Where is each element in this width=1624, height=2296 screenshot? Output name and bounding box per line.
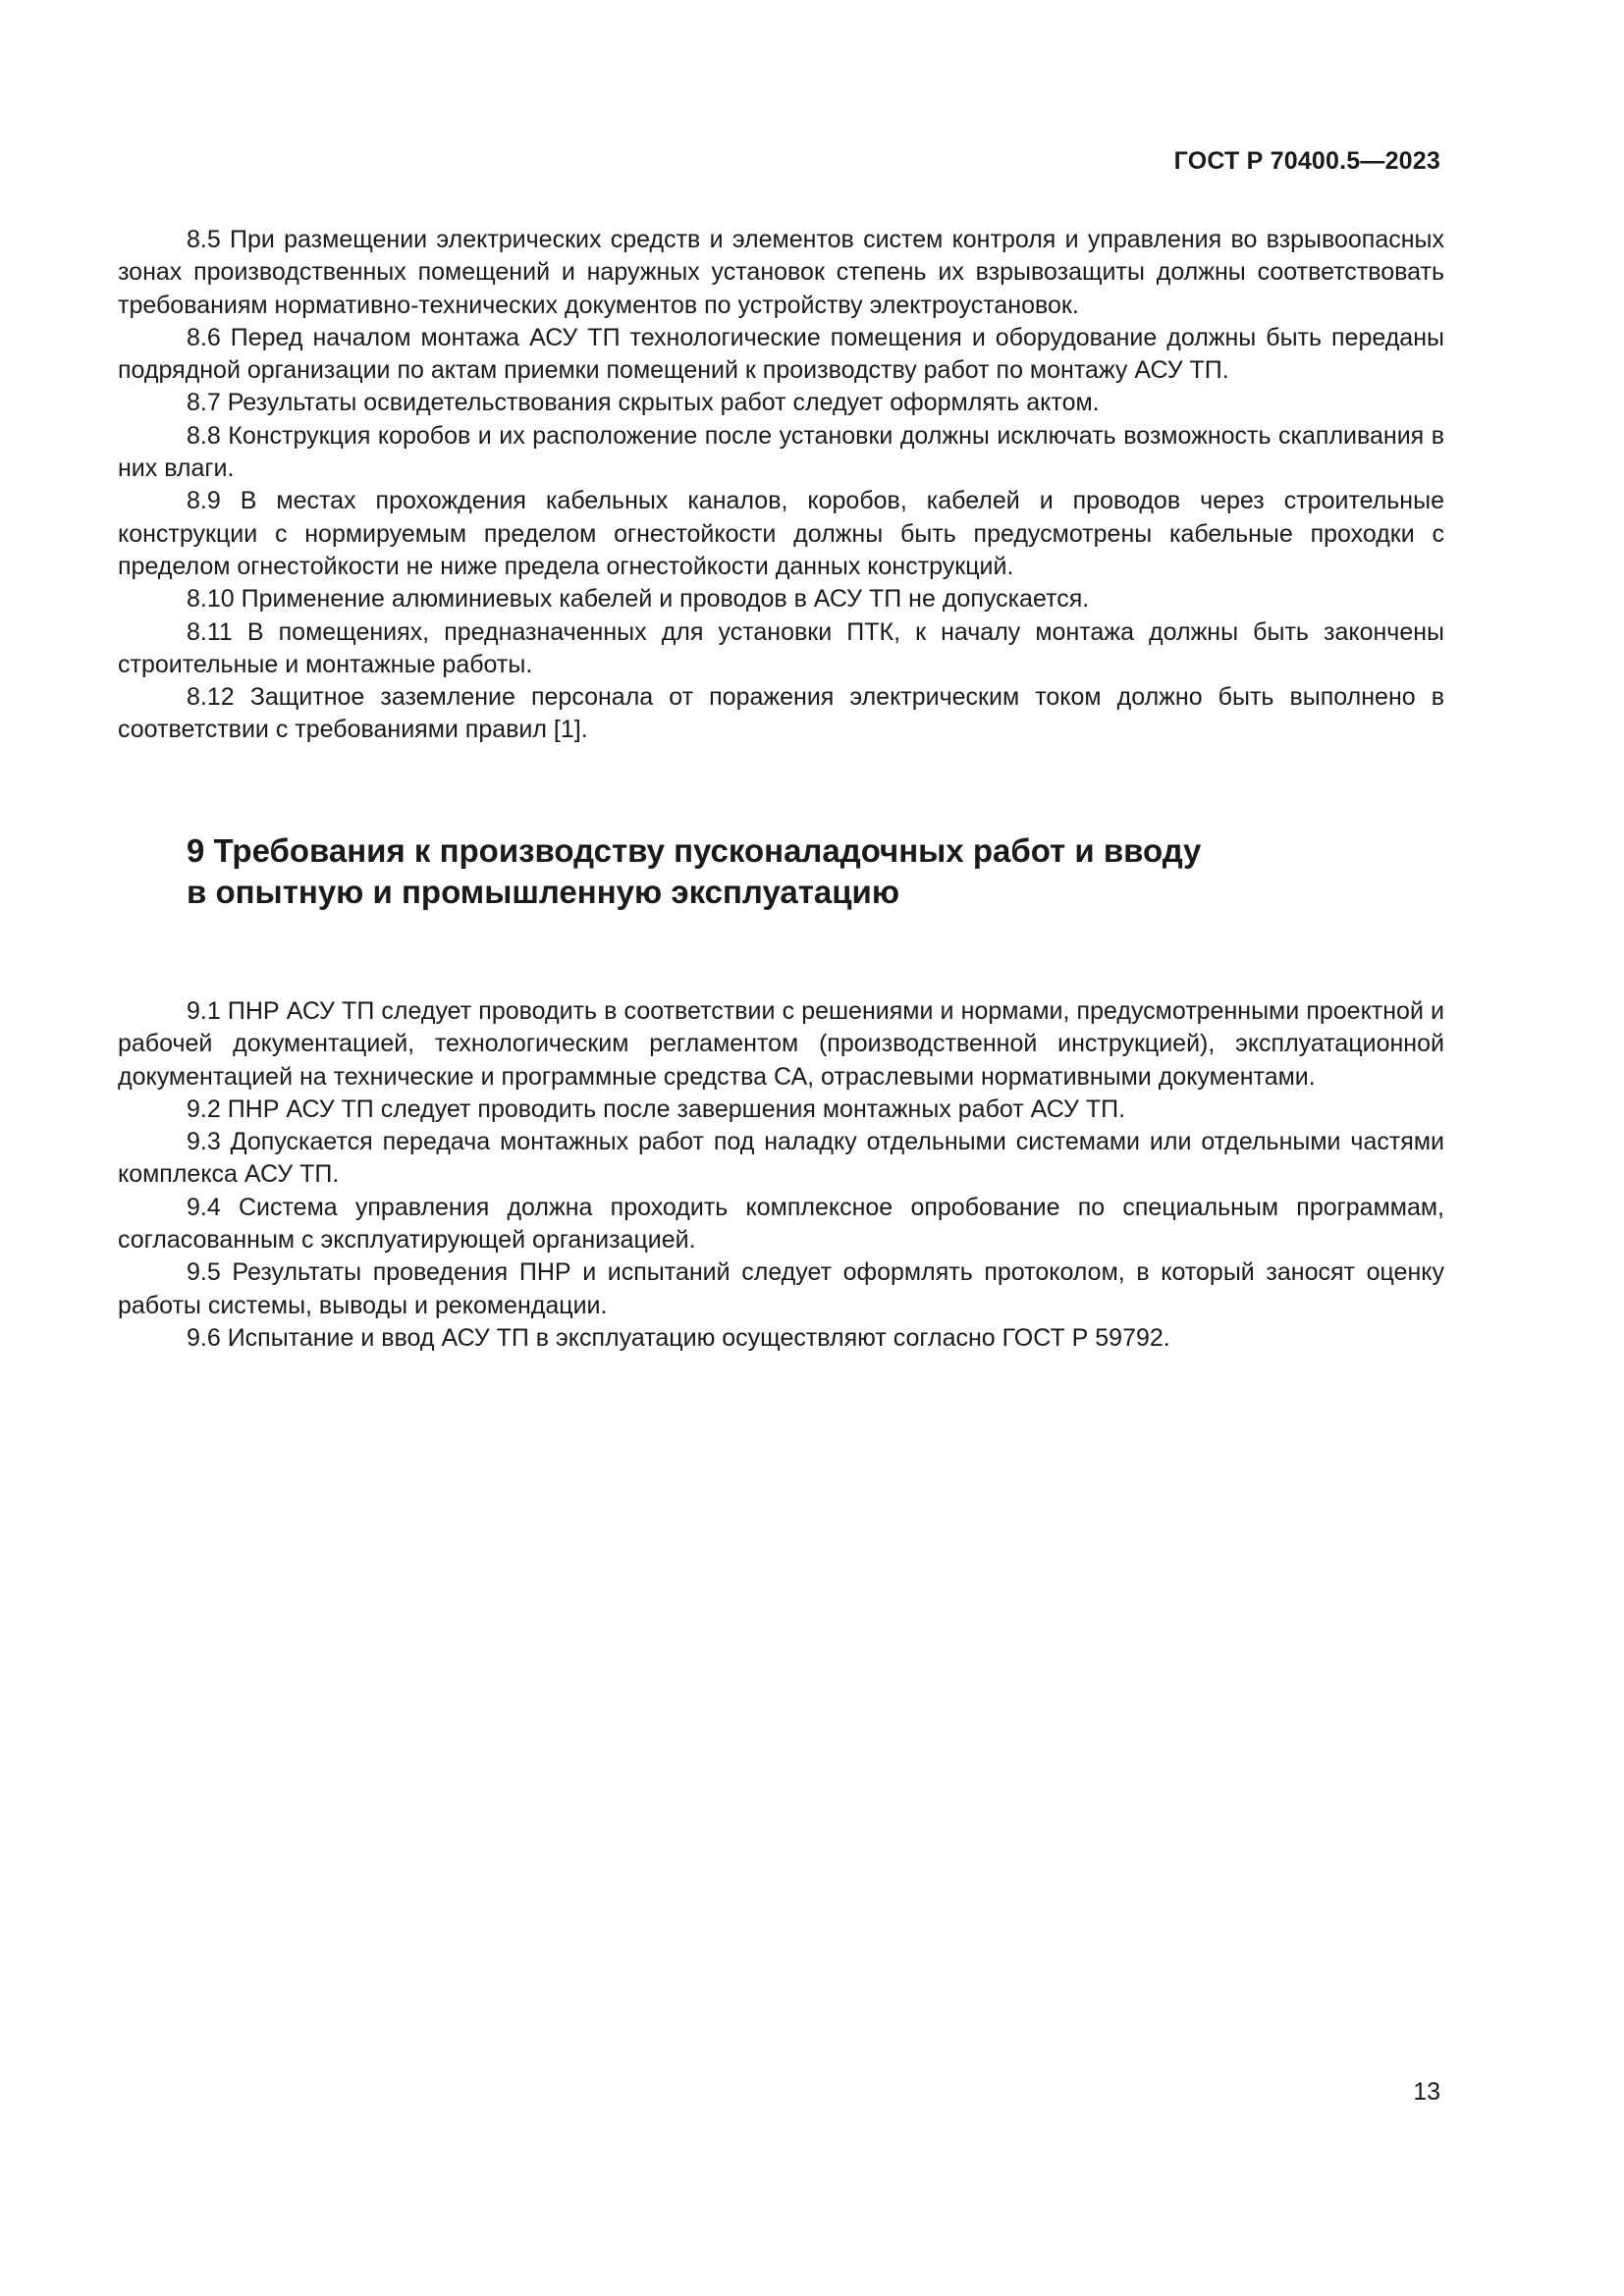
paragraph-8-6: 8.6 Перед началом монтажа АСУ ТП технологические помещения и оборудование должны быть переданы подрядной организации по актам приемки помещений к производству работ по монтажу АСУ ТП. (118, 323, 1444, 385)
paragraph-9-4: 9.4 Система управления должна проходить комплексное опробование по специальным программам, согласованным с эксплуатирующей организацией. (118, 1193, 1444, 1255)
paragraph-8-12: 8.12 Защитное заземление персонала от поражения электрическим током должно быть выполнено в соответствии с требованиями правил [1]. (118, 683, 1444, 744)
paragraph-8-5: 8.5 При размещении электрических средств и элементов систем контроля и управления во взрывоопасных зонах производственных помещений и наружных установок степень их взрывозащиты должны соответствовать требованиям нормативно-технических документов по устройству электроустановок. (118, 226, 1444, 319)
section-9-heading (187, 830, 1365, 913)
section-9-body (118, 995, 1444, 1355)
paragraph-8-7: 8.7 Результаты освидетельствования скрытых работ следует оформлять актом. (187, 389, 1100, 417)
paragraph-9-5: 9.5 Результаты проведения ПНР и испытаний следует оформлять протоколом, в который заносят оценку работы системы, выводы и рекомендации. (118, 1258, 1444, 1319)
paragraph-9-3: 9.3 Допускается передача монтажных работ под наладку отдельными системами или отдельными частями комплекса АСУ ТП. (118, 1128, 1444, 1189)
paragraph-8-11: 8.11 В помещениях, предназначенных для установки ПТК, к началу монтажа должны быть закончены строительные и монтажные работы. (118, 617, 1444, 678)
paragraph-9-2: 9.2 ПНР АСУ ТП следует проводить после завершения монтажных работ АСУ ТП. (187, 1095, 1126, 1123)
section-8-body (118, 224, 1444, 747)
paragraph-8-9: 8.9 В местах прохождения кабельных каналов, коробов, кабелей и проводов через строительные конструкции с нормируемым пределом огнестойкости должны быть предусмотрены кабельные проходки с пределом огнестойкости не ниже предела огнестойкости данных конструкций. (118, 487, 1444, 580)
paragraph-9-1: 9.1 ПНР АСУ ТП следует проводить в соответствии с решениями и нормами, предусмотренными проектной и рабочей документацией, технологическим регламентом (производственной инструкцией), эксплуатационной документацией на технические и программные средства СА, отраслевыми нормативными документами. (118, 997, 1444, 1091)
section-9-heading-line-2: в опытную и промышленную эксплуатацию (187, 874, 899, 910)
document-code: ГОСТ Р 70400.5—2023 (1173, 147, 1440, 175)
paragraph-8-8: 8.8 Конструкция коробов и их расположение после установки должны исключать возможность скапливания в них влаги. (118, 421, 1444, 483)
paragraph-9-6: 9.6 Испытание и ввод АСУ ТП в эксплуатацию осуществляют согласно ГОСТ Р 59792. (187, 1323, 1170, 1352)
page-number: 13 (1413, 2078, 1440, 2106)
section-9-heading-line-1: 9 Требования к производству пусконаладочных работ и вводу (187, 832, 1202, 869)
paragraph-8-10: 8.10 Применение алюминиевых кабелей и проводов в АСУ ТП не допускается. (187, 585, 1090, 614)
